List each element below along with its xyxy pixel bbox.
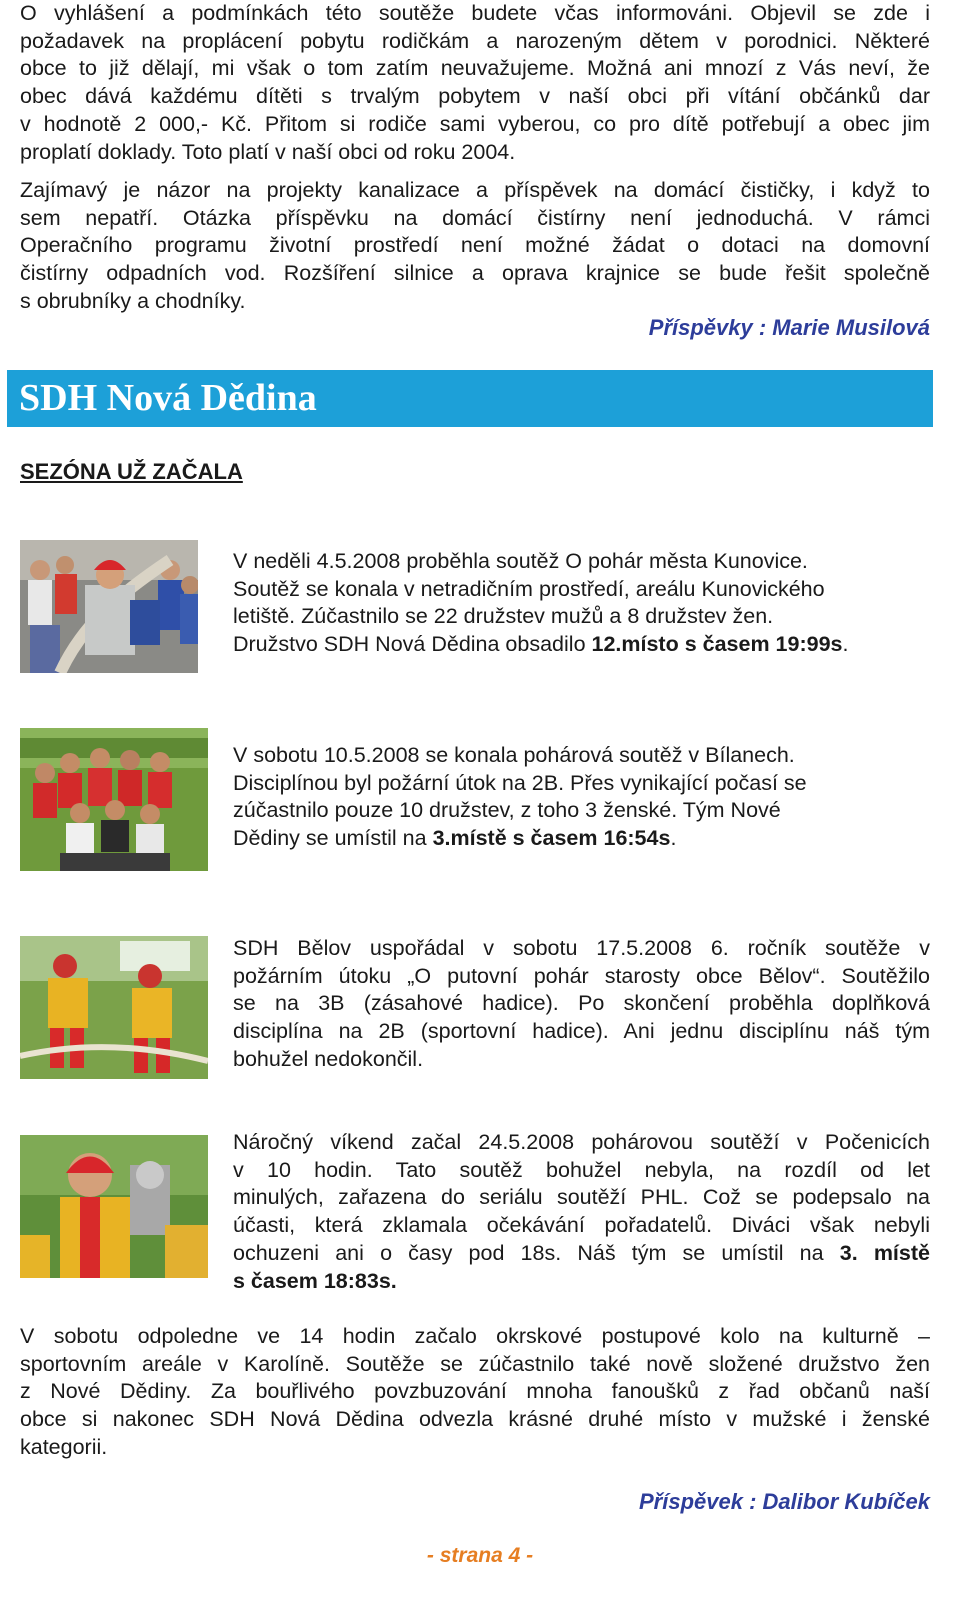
text-run: .: [842, 632, 849, 657]
text-line: O vyhlášení a podmínkách této soutěže budete včas informováni. Objevil se zde i: [20, 1, 930, 25]
text-line: se na 3B (zásahové hadice). Po skončení proběhla doplňková: [233, 991, 930, 1016]
text-line: [233, 631, 930, 659]
result-highlight: 3.místě s časem 16:54s: [432, 826, 671, 851]
text-line: sem nepatří. Otázka příspěvku na domácí čistírny není jednoduchá. V rámci: [20, 205, 930, 230]
text-line: bohužel nedokončil.: [233, 1046, 424, 1071]
text-line: obce to již dělají, mi však o tom zatím neuvažujeme. Možná ani mnozí z Vás neví, že: [20, 56, 930, 81]
text-line: [233, 1268, 930, 1296]
text-line: V sobotu odpoledne ve 14 hodin začalo okrskové postupové kolo na kulturně –: [20, 1324, 930, 1348]
text-line: požadavek na proplácení pobytu rodičkám a narozeným dětem v porodnici. Některé: [20, 28, 930, 53]
signature-marie-musilova: Příspěvky : Marie Musilová: [648, 315, 930, 340]
text-run: .: [670, 826, 677, 851]
text-line: disciplína na 2B (sportovní hadice). Ani jednu disciplínu náš tým: [233, 1019, 930, 1044]
text-line: Disciplínou byl požární útok na 2B. Přes vynikající počasí se: [233, 770, 807, 795]
text-line: proplatí doklady. Toto platí v naší obci od roku 2004.: [20, 139, 516, 164]
text-line: minulých, zařazena do seriálu soutěží PHL. Což se podepsalo na: [233, 1185, 930, 1210]
text-line: V sobotu 10.5.2008 se konala pohárová soutěž v Bílanech.: [233, 743, 795, 767]
text-line: v 10 hodin. Tato soutěž bohužel nebyla, na rozdíl od let: [233, 1157, 930, 1182]
page-number: - strana 4 -: [426, 1544, 534, 1567]
text-line: z Nové Dědiny. Za bouřlivého povzbuzování mnoha fanoušků z řad občanů naší: [20, 1379, 930, 1404]
intro-paragraph: [20, 0, 930, 166]
text-line: zúčastnilo pouze 10 družstev, z toho 3 ženské. Tým Nové: [233, 798, 781, 823]
photo-firefighters-running: [20, 936, 208, 1079]
text-line: požárním útoku „O putovní pohár starosty obce Bělov“. Soutěžilo: [233, 963, 930, 988]
photo-firefighter-coupling: [20, 1135, 208, 1278]
text-line: čistírny odpadních vod. Rozšíření silnice a oprava krajnice se bude řešit společně: [20, 261, 930, 286]
text-line: s obrubníky a chodníky.: [20, 288, 246, 313]
text-run: Dědiny se umístil na: [233, 826, 433, 851]
text-line: V neděli 4.5.2008 proběhla soutěž O pohár města Kunovice.: [233, 549, 808, 573]
result-highlight: 12.místo s časem 19:99s: [591, 632, 843, 657]
text-line: Operačního programu životní prostředí není možné žádat o dotaci na domovní: [20, 233, 930, 258]
text-line: obec dává každému dítěti s trvalým pobytem v naší obci při vítání občánků dar: [20, 84, 930, 109]
result-highlight: s časem 18:83s.: [233, 1268, 397, 1293]
text-run: Družstvo SDH Nová Dědina obsadilo: [233, 632, 592, 657]
text-line: [233, 1240, 930, 1268]
text-line: obce si nakonec SDH Nová Dědina odvezla krásné druhé místo v mužské i ženské: [20, 1407, 930, 1432]
text-line: sportovním areále v Karolíně. Soutěže se zúčastnilo také nově složené družstvo žen: [20, 1351, 930, 1376]
photo-firefighter-hose: [20, 540, 198, 673]
article-bilany: [233, 742, 930, 853]
opinion-paragraph: [20, 177, 930, 316]
text-line: Náročný víkend začal 24.5.2008 pohárovou soutěží v Počenicích: [233, 1130, 930, 1154]
section-title: SDH Nová Dědina: [19, 377, 317, 419]
result-highlight: 3. místě: [839, 1240, 930, 1265]
closing-paragraph: [20, 1323, 930, 1462]
signature-dalibor-kubicek: Příspěvek : Dalibor Kubíček: [639, 1489, 930, 1514]
text-line: v hodnotě 2 000,- Kč. Přitom si rodiče sami vyberou, co pro dítě potřebují a obec jim: [20, 111, 930, 136]
text-line: kategorii.: [20, 1434, 108, 1459]
section-banner: [7, 370, 933, 427]
article-belov: [233, 935, 930, 1074]
text-line: Zajímavý je názor na projekty kanalizace a příspěvek na domácí čističky, i když to: [20, 178, 930, 202]
text-line: účasti, která zklamala očekávání pořadatelů. Diváci však nebyli: [233, 1213, 930, 1238]
text-line: Soutěž se konala v netradičním prostředí, areálu Kunovického: [233, 576, 825, 601]
text-line: [233, 825, 930, 853]
article-pocenice: [233, 1129, 930, 1295]
text-line: letiště. Zúčastnilo se 22 družstev mužů a 8 družstev žen.: [233, 604, 774, 629]
section-subheading: SEZÓNA UŽ ZAČALA: [20, 459, 243, 484]
text-run: ochuzeni ani o časy pod 18s. Náš tým se umístil na: [233, 1240, 840, 1265]
photo-team-group: [20, 728, 208, 871]
article-kunovice: [233, 548, 930, 659]
text-line: SDH Bělov uspořádal v sobotu 17.5.2008 6. ročník soutěže v: [233, 936, 930, 960]
